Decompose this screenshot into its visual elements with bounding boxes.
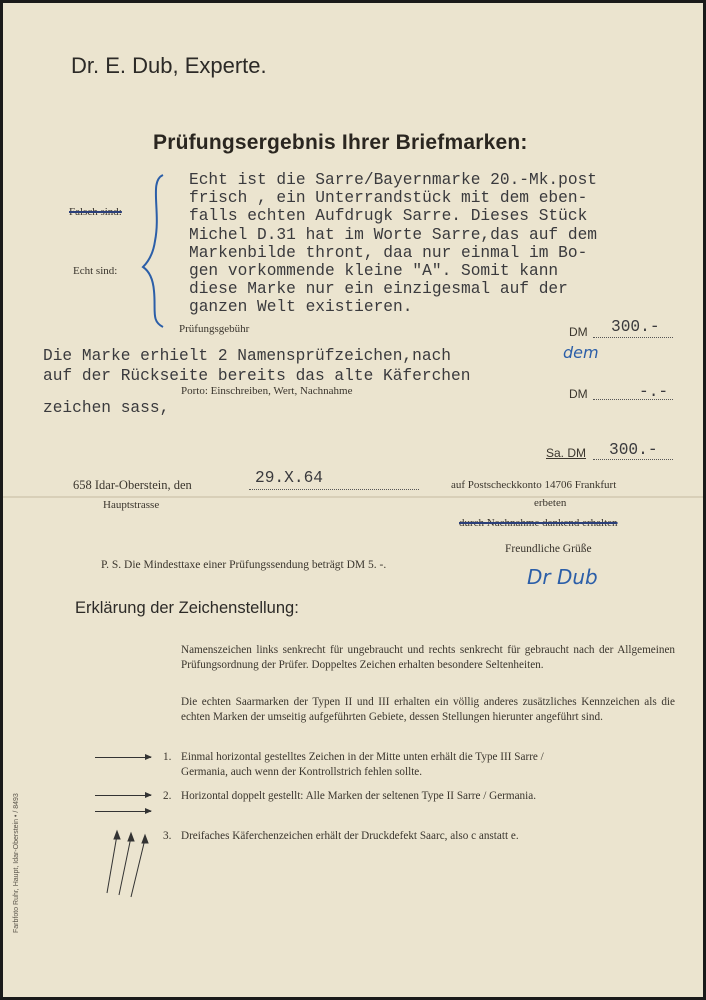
fee-value: 300.- xyxy=(611,318,660,336)
label-porto: Porto: Einschreiben, Wert, Nachnahme xyxy=(181,385,353,397)
explanation-paragraph-1: Namenszeichen links senkrecht für ungebraucht und rechts senkrecht für gebraucht nach der Allgemeinen Prüfungsordnung der Prüfer. Doppeltes Zeichen erhalten besondere Seltenheiten. xyxy=(181,644,675,671)
typed-line: Michel D.31 hat im Worte Sarre,das auf dem xyxy=(189,225,597,244)
typed-line: frisch , ein Unterrandstück mit dem eben- xyxy=(189,189,588,208)
typed-line: falls echten Aufdrugk Sarre. Dieses Stück xyxy=(189,207,588,226)
note-line-1: Die Marke erhielt 2 Namensprüfzeichen,nach xyxy=(43,347,451,365)
document-page xyxy=(3,3,703,997)
label-pruefungsgebuehr: Prüfungsgebühr xyxy=(179,323,250,335)
label-dm-porto: DM xyxy=(569,387,588,401)
typed-line: Markenbilde thront, daa nur einmal im Bo- xyxy=(189,243,588,262)
typed-description xyxy=(189,171,597,317)
note-handwritten-word: dem xyxy=(563,343,599,362)
label-falsch: Falsch sind: xyxy=(69,206,122,218)
total-value: 300.- xyxy=(609,441,658,459)
label-echt: Echt sind: xyxy=(73,265,118,277)
porto-value: -.- xyxy=(639,383,669,401)
item-number: 3. xyxy=(163,830,172,842)
page-title: Prüfungsergebnis Ihrer Briefmarken: xyxy=(153,131,528,154)
fee-dotted-line xyxy=(593,337,673,338)
item-number: 1. xyxy=(163,751,172,763)
place-city: 658 Idar-Oberstein, den xyxy=(73,478,192,492)
note-line-3: zeichen sass, xyxy=(43,399,170,417)
item-2-line-1: Horizontal doppelt gestellt: Alle Marken der seltenen Type II Sarre / Germania. xyxy=(181,790,537,802)
note-line-2: auf der Rückseite bereits das alte Käferchen xyxy=(43,367,471,385)
date-value: 29.X.64 xyxy=(255,469,323,487)
explanation-paragraph-2: Die echten Saarmarken der Typen II und III erhalten ein völlig anderes zusätzliches Kennzeichen als die echten Marken der umseitig aufgeführten Gebiete, dessen Stellungen hierunter angeführt sind. xyxy=(181,696,675,723)
expert-header: Dr. E. Dub, Experte. xyxy=(71,53,267,78)
explanation-heading: Erklärung der Zeichenstellung: xyxy=(75,599,299,617)
postscript: P. S. Die Mindesttaxe einer Prüfungssendung beträgt DM 5. -. xyxy=(101,559,387,571)
arrow-right-icon xyxy=(95,811,151,812)
date-dotted-line xyxy=(249,489,419,490)
closing-greeting: Freundliche Grüße xyxy=(505,543,592,555)
paper-fold xyxy=(3,496,703,498)
place-street: Hauptstrasse xyxy=(103,499,160,511)
item-1-line-2: Germania, auch wenn der Kontrollstrich fehlen sollte. xyxy=(181,766,423,778)
three-diagonal-arrows-icon xyxy=(103,829,153,899)
payment-requested: erbeten xyxy=(534,497,567,509)
signature: Dr Dub xyxy=(527,565,598,589)
typed-line: Echt ist die Sarre/Bayernmarke 20.-Mk.post xyxy=(189,171,597,189)
printer-note: Farbfoto Ruhr, Haupt, Idar-Oberstein • / 8493 xyxy=(13,793,20,933)
payment-struck: durch Nachnahme dankend erhalten xyxy=(459,517,618,529)
typed-line: ganzen Welt existieren. xyxy=(189,298,413,317)
item-number: 2. xyxy=(163,790,172,802)
arrow-right-icon xyxy=(95,757,151,758)
typed-line: diese Marke nur ein einzigesmal auf der xyxy=(189,280,568,299)
handwritten-brace xyxy=(141,171,171,331)
label-dm-fee: DM xyxy=(569,325,588,339)
arrow-right-icon xyxy=(95,795,151,796)
typed-line: gen vorkommende kleine "A". Somit kann xyxy=(189,262,559,281)
label-total: Sa. DM xyxy=(546,446,587,460)
item-3-line-1: Dreifaches Käferchenzeichen erhält der Druckdefekt Saarc, also c anstatt e. xyxy=(181,830,519,842)
payment-account: auf Postscheckkonto 14706 Frankfurt xyxy=(451,479,617,491)
item-1-line-1: Einmal horizontal gestelltes Zeichen in der Mitte unten erhält die Type III Sarre / xyxy=(181,751,544,763)
